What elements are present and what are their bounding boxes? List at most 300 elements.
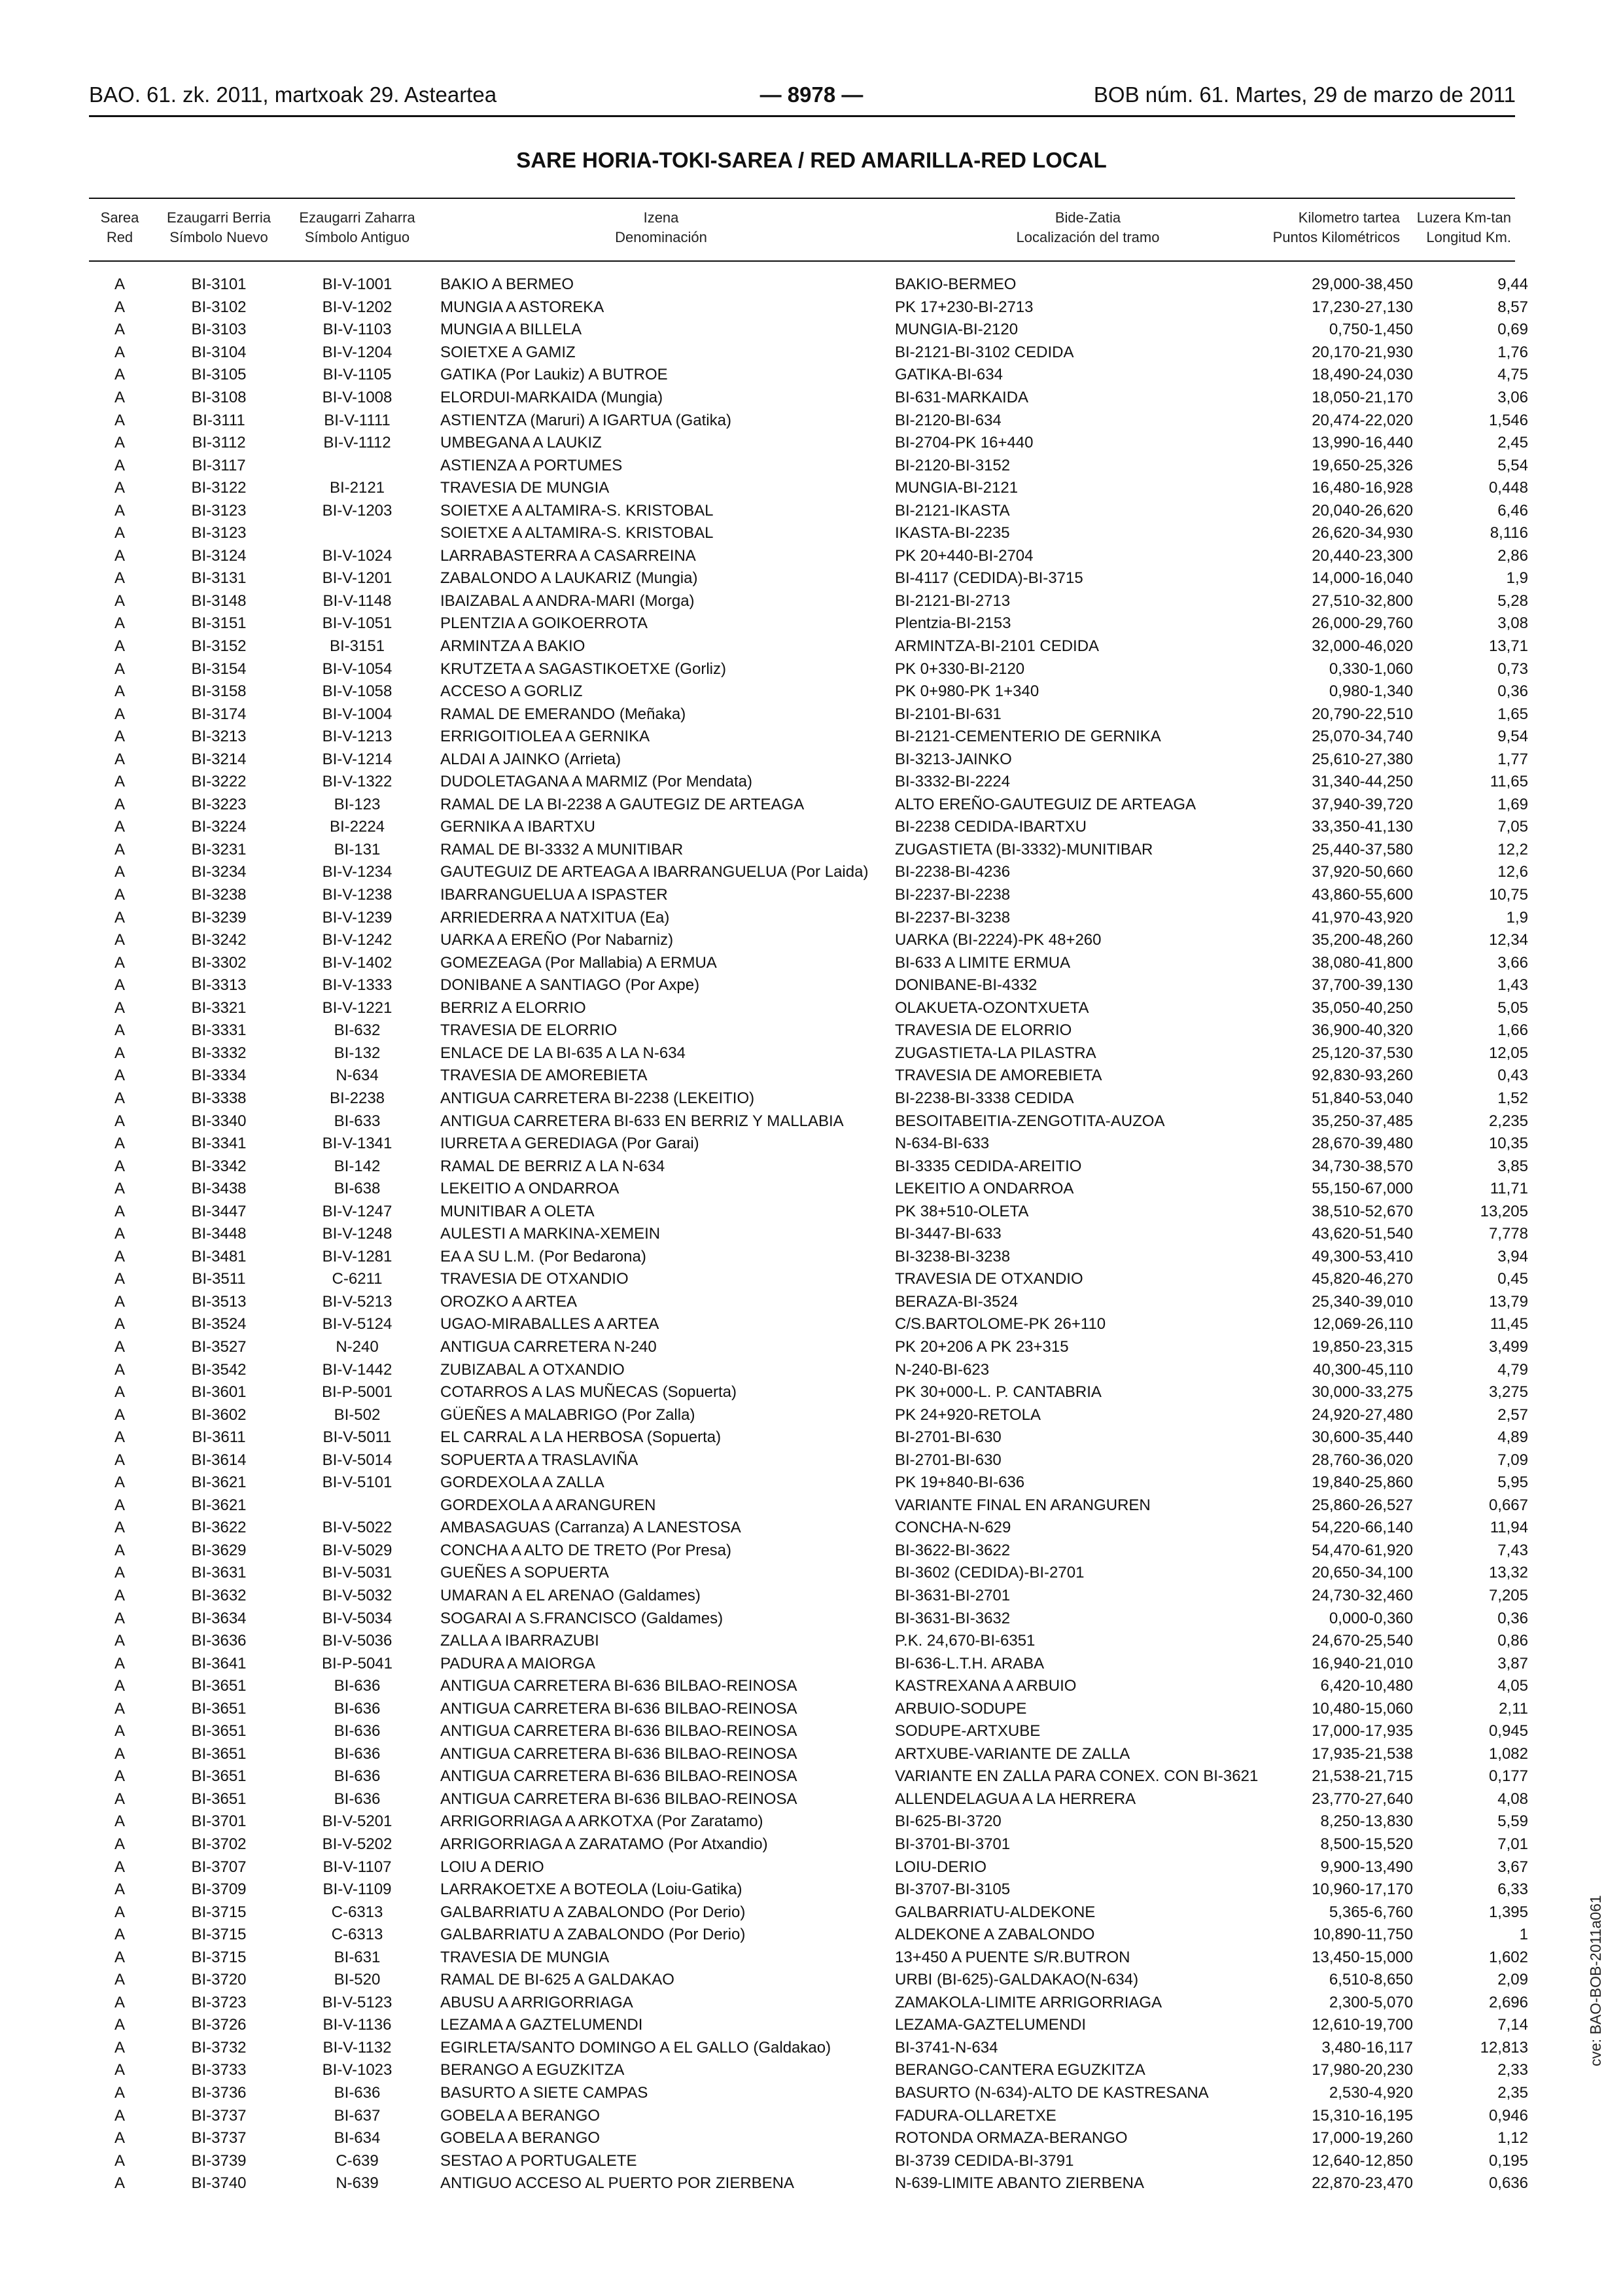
cell-km-points: 92,830-93,260 [1312, 1067, 1413, 1085]
cell-new-symbol: BI-3611 [192, 1428, 246, 1447]
table-row [89, 794, 1535, 817]
cell-new-symbol: BI-3702 [191, 1835, 247, 1853]
col-header-eu: Bide-Zatia [1055, 209, 1121, 226]
table-row [89, 1381, 1535, 1404]
cell-new-symbol: BI-3214 [191, 750, 247, 768]
cell-location: BI-625-BI-3720 [895, 1812, 1002, 1831]
cell-old-symbol: BI-V-5029 [322, 1541, 393, 1559]
table-row [89, 1992, 1535, 2015]
cell-name: UMARAN A EL ARENAO (Galdames) [440, 1586, 701, 1604]
cell-red: A [114, 1722, 125, 1740]
cell-length: 13,32 [1488, 1564, 1528, 1582]
cell-location: BI-2121-BI-3102 CEDIDA [895, 343, 1074, 361]
cell-km-points: 17,935-21,538 [1312, 1744, 1413, 1763]
cell-name: GÜEÑES A MALABRIGO (Por Zalla) [440, 1405, 695, 1424]
col-header-es: Longitud Km. [1426, 229, 1511, 245]
cell-name: ANTIGUA CARRETERA BI-636 BILBAO-REINOSA [440, 1790, 797, 1808]
cell-red: A [114, 998, 125, 1017]
cell-red: A [114, 1699, 125, 1718]
cell-location: PK 24+920-RETOLA [895, 1405, 1041, 1424]
cell-length: 3,87 [1497, 1654, 1528, 1672]
cell-length: 3,08 [1497, 614, 1528, 633]
cell-name: ANTIGUA CARRETERA BI-2238 (LEKEITIO) [440, 1089, 755, 1107]
cell-length: 2,235 [1488, 1112, 1528, 1130]
cell-name: ANTIGUA CARRETERA BI-636 BILBAO-REINOSA [440, 1744, 797, 1763]
cell-km-points: 21,538-21,715 [1312, 1767, 1413, 1786]
table-row [89, 274, 1535, 296]
cell-location: PK 0+980-PK 1+340 [895, 682, 1039, 701]
cell-length: 7,14 [1497, 2016, 1528, 2034]
cell-new-symbol: BI-3629 [191, 1541, 247, 1559]
cell-old-symbol: BI-V-1213 [322, 728, 393, 746]
table-row [89, 906, 1535, 929]
table-row [89, 1133, 1535, 1156]
cell-length: 2,45 [1497, 434, 1528, 452]
cell-old-symbol: BI-637 [334, 2106, 381, 2125]
cell-length: 0,177 [1488, 1767, 1528, 1786]
cell-red: A [114, 1926, 125, 1944]
cell-new-symbol: BI-3736 [191, 2084, 247, 2102]
cell-old-symbol: BI-V-1341 [322, 1135, 393, 1153]
cell-km-points: 30,000-33,275 [1312, 1383, 1413, 1402]
cell-name: RAMAL DE BI-3332 A MUNITIBAR [440, 840, 684, 858]
cell-location: N-240-BI-623 [895, 1360, 990, 1379]
cell-location: BERAZA-BI-3524 [895, 1292, 1019, 1311]
cell-old-symbol: BI-V-1109 [323, 1881, 392, 1899]
cell-km-points: 17,000-19,260 [1312, 2129, 1413, 2147]
cell-km-points: 14,000-16,040 [1312, 569, 1413, 588]
cell-new-symbol: BI-3634 [191, 1609, 247, 1627]
table-row [89, 929, 1535, 952]
cell-old-symbol: BI-V-1004 [322, 705, 393, 723]
cell-km-points: 18,490-24,030 [1312, 366, 1413, 384]
cell-new-symbol: BI-3709 [191, 1881, 247, 1899]
cell-old-symbol: BI-V-1058 [322, 682, 393, 701]
cell-name: IURRETA A GEREDIAGA (Por Garai) [440, 1135, 699, 1153]
cell-km-points: 5,365-6,760 [1329, 1903, 1413, 1921]
cell-location: LOIU-DERIO [895, 1858, 987, 1876]
cell-new-symbol: BI-3158 [191, 682, 247, 701]
cell-red: A [114, 682, 125, 701]
table-row [89, 1268, 1535, 1291]
cell-red: A [114, 298, 125, 316]
table-row [89, 1517, 1535, 1540]
cell-length: 1,12 [1497, 2129, 1528, 2147]
cell-location: ARBUIO-SODUPE [895, 1699, 1027, 1718]
cell-old-symbol: BI-V-1204 [322, 343, 393, 361]
cell-name: SOIETXE A ALTAMIRA-S. KRISTOBAL [440, 524, 714, 542]
cell-length: 2,33 [1497, 2061, 1528, 2079]
cell-location: BI-2701-BI-630 [895, 1428, 1002, 1447]
cell-length: 12,34 [1488, 931, 1528, 949]
cell-length: 11,71 [1490, 1180, 1528, 1198]
cell-name: BERRIZ A ELORRIO [440, 998, 586, 1017]
cell-old-symbol: BI-V-5202 [322, 1835, 393, 1853]
table-row [89, 2149, 1535, 2172]
cell-km-points: 51,840-53,040 [1312, 1089, 1413, 1107]
cell-new-symbol: BI-3122 [191, 479, 247, 497]
cell-red: A [114, 2174, 125, 2193]
cell-length: 2,09 [1497, 1971, 1528, 1989]
cell-new-symbol: BI-3154 [191, 660, 247, 678]
cell-location: P.K. 24,670-BI-6351 [895, 1632, 1036, 1650]
cell-km-points: 35,200-48,260 [1312, 931, 1413, 949]
cell-new-symbol: BI-3112 [192, 434, 246, 452]
cell-old-symbol: BI-V-1202 [322, 298, 393, 316]
table-row [89, 951, 1535, 974]
cell-name: GORDEXOLA A ARANGUREN [440, 1496, 656, 1514]
cell-new-symbol: BI-3726 [191, 2016, 247, 2034]
cell-km-points: 38,080-41,800 [1312, 953, 1413, 972]
cell-new-symbol: BI-3131 [191, 569, 247, 588]
cell-old-symbol: N-634 [336, 1067, 379, 1085]
cell-km-points: 26,000-29,760 [1312, 614, 1413, 633]
cell-red: A [114, 434, 125, 452]
cell-length: 1,77 [1497, 750, 1528, 768]
cell-location: BESOITABEITIA-ZENGOTITA-AUZOA [895, 1112, 1165, 1130]
cell-new-symbol: BI-3737 [191, 2129, 247, 2147]
cell-length: 5,59 [1497, 1812, 1528, 1831]
cell-location: PK 20+206 A PK 23+315 [895, 1337, 1069, 1356]
cell-old-symbol: BI-V-5101 [322, 1474, 393, 1492]
cell-new-symbol: BI-3334 [191, 1067, 247, 1085]
cell-new-symbol: BI-3231 [191, 840, 247, 858]
cell-red: A [114, 614, 125, 633]
cell-name: ARMINTZA A BAKIO [440, 637, 585, 656]
cell-length: 0,195 [1488, 2151, 1528, 2170]
cell-location: BI-3447-BI-633 [895, 1225, 1002, 1243]
cell-old-symbol: BI-636 [334, 1677, 381, 1695]
cell-km-points: 40,300-45,110 [1312, 1360, 1413, 1379]
table-row [89, 861, 1535, 884]
cell-red: A [114, 1609, 125, 1627]
table-row [89, 545, 1535, 568]
cell-old-symbol: BI-636 [334, 1744, 381, 1763]
cell-location: FADURA-OLLARETXE [895, 2106, 1056, 2125]
cell-red: A [114, 2061, 125, 2079]
cell-length: 7,09 [1497, 1451, 1528, 1469]
cell-new-symbol: BI-3715 [191, 1948, 247, 1966]
cell-old-symbol: BI-2121 [329, 479, 385, 497]
cell-red: A [114, 1405, 125, 1424]
cell-new-symbol: BI-3313 [191, 976, 247, 995]
cell-length: 10,35 [1488, 1135, 1528, 1153]
cell-location: BI-2121-CEMENTERIO DE GERNIKA [895, 728, 1161, 746]
cell-km-points: 25,440-37,580 [1312, 840, 1413, 858]
cell-new-symbol: BI-3152 [191, 637, 247, 656]
table-row [89, 477, 1535, 500]
cell-old-symbol: BI-V-1214 [322, 750, 393, 768]
table-row [89, 1358, 1535, 1381]
cell-old-symbol: BI-V-5011 [323, 1428, 392, 1447]
cell-location: BI-2238 CEDIDA-IBARTXU [895, 818, 1087, 836]
table-row [89, 1178, 1535, 1201]
cell-red: A [114, 1903, 125, 1921]
cell-length: 3,66 [1497, 953, 1528, 972]
cell-red: A [114, 1519, 125, 1537]
cell-red: A [114, 1044, 125, 1062]
cell-km-points: 28,670-39,480 [1312, 1135, 1413, 1153]
cell-location: BI-3707-BI-3105 [895, 1881, 1011, 1899]
cell-length: 1,43 [1497, 976, 1528, 995]
cell-old-symbol: BI-V-1148 [323, 592, 392, 610]
cell-red: A [114, 1157, 125, 1175]
cell-new-symbol: BI-3223 [191, 795, 247, 813]
cell-length: 4,79 [1497, 1360, 1528, 1379]
cell-length: 4,75 [1497, 366, 1528, 384]
cell-location: CONCHA-N-629 [895, 1519, 1011, 1537]
cell-location: UARKA (BI-2224)-PK 48+260 [895, 931, 1102, 949]
cell-new-symbol: BI-3733 [191, 2061, 247, 2079]
cell-length: 0,36 [1497, 682, 1528, 701]
cell-name: RAMAL DE BI-625 A GALDAKAO [440, 1971, 674, 1989]
cell-km-points: 23,770-27,640 [1312, 1790, 1413, 1808]
table-row [89, 839, 1535, 862]
cell-name: BAKIO A BERMEO [440, 275, 574, 294]
cell-location: ZUGASTIETA-LA PILASTRA [895, 1044, 1096, 1062]
cell-old-symbol: BI-V-1239 [322, 908, 393, 927]
cell-km-points: 31,340-44,250 [1312, 773, 1413, 791]
cell-length: 7,205 [1488, 1586, 1528, 1604]
cell-km-points: 3,480-16,117 [1321, 2038, 1413, 2057]
cell-new-symbol: BI-3108 [191, 389, 247, 406]
table-row [89, 1856, 1535, 1879]
cell-km-points: 17,230-27,130 [1312, 298, 1413, 316]
table-row [89, 1065, 1535, 1087]
cell-old-symbol: N-639 [336, 2174, 379, 2193]
cell-km-points: 16,940-21,010 [1312, 1654, 1413, 1672]
table-row [89, 748, 1535, 771]
cell-length: 2,35 [1497, 2084, 1528, 2102]
cell-km-points: 25,860-26,527 [1312, 1496, 1413, 1514]
cell-red: A [114, 389, 125, 406]
cell-new-symbol: BI-3104 [191, 343, 247, 361]
cell-length: 5,05 [1497, 998, 1528, 1017]
cell-old-symbol: BI-638 [334, 1180, 381, 1198]
cell-red: A [114, 1451, 125, 1469]
cell-red: A [114, 1496, 125, 1514]
cell-km-points: 13,450-15,000 [1312, 1948, 1413, 1966]
cell-location: ALLENDELAGUA A LA HERRERA [895, 1790, 1136, 1808]
cell-old-symbol: BI-V-1221 [322, 998, 393, 1017]
cell-km-points: 19,840-25,860 [1312, 1474, 1413, 1492]
cell-red: A [114, 1744, 125, 1763]
cell-old-symbol: BI-V-5032 [322, 1586, 393, 1604]
cell-length: 0,73 [1497, 660, 1528, 678]
cell-location: ZAMAKOLA-LIMITE ARRIGORRIAGA [895, 1993, 1162, 2011]
cell-old-symbol: BI-V-1442 [322, 1360, 393, 1379]
cell-length: 11,45 [1490, 1315, 1528, 1333]
cell-length: 2,57 [1497, 1405, 1528, 1424]
table-row [89, 1652, 1535, 1675]
cell-name: MUNGIA A ASTOREKA [440, 298, 604, 316]
cell-name: GAUTEGUIZ DE ARTEAGA A IBARRANGUELUA (Por Laida) [440, 863, 869, 881]
cell-red: A [114, 366, 125, 384]
cell-location: BI-2121-BI-2713 [895, 592, 1011, 610]
col-header-eu: Kilometro tartea [1298, 209, 1400, 226]
cell-new-symbol: BI-3614 [191, 1451, 247, 1469]
cell-length: 1,082 [1488, 1744, 1528, 1763]
cell-location: ARTXUBE-VARIANTE DE ZALLA [895, 1744, 1130, 1763]
cell-red: A [114, 1247, 125, 1265]
cell-name: ARRIGORRIAGA A ARKOTXA (Por Zaratamo) [440, 1812, 763, 1831]
table-row [89, 1901, 1535, 1924]
cell-km-points: 19,650-25,326 [1312, 456, 1413, 474]
cell-length: 13,79 [1488, 1292, 1528, 1311]
col-header-eu: Izena [643, 209, 679, 226]
cell-new-symbol: BI-3448 [191, 1225, 247, 1243]
col-header-es: Red [106, 229, 133, 245]
cell-name: ABUSU A ARRIGORRIAGA [440, 1993, 633, 2011]
cell-km-points: 34,730-38,570 [1312, 1157, 1413, 1175]
cell-name: MUNGIA A BILLELA [440, 321, 582, 339]
cell-name: ELORDUI-MARKAIDA (Mungia) [440, 389, 663, 406]
cell-new-symbol: BI-3148 [191, 592, 247, 610]
cell-length: 12,813 [1480, 2038, 1528, 2057]
cell-old-symbol: BI-V-5022 [322, 1519, 393, 1537]
cell-new-symbol: BI-3238 [191, 886, 247, 904]
cell-location: TRAVESIA DE AMOREBIETA [895, 1067, 1102, 1085]
table-row [89, 499, 1535, 522]
cell-name: TRAVESIA DE AMOREBIETA [440, 1067, 648, 1085]
cell-new-symbol: BI-3715 [191, 1903, 247, 1921]
cell-old-symbol: C-6313 [331, 1903, 383, 1921]
cell-red: A [114, 931, 125, 949]
cell-new-symbol: BI-3321 [191, 998, 247, 1017]
cell-km-points: 49,300-53,410 [1312, 1247, 1413, 1265]
cell-new-symbol: BI-3341 [191, 1135, 247, 1153]
cell-name: TRAVESIA DE MUNGIA [440, 479, 610, 497]
cell-old-symbol: BI-V-5036 [322, 1632, 393, 1650]
cell-red: A [114, 1564, 125, 1582]
table-row [89, 2059, 1535, 2082]
cell-red: A [114, 1586, 125, 1604]
cell-location: BI-2237-BI-3238 [895, 908, 1011, 927]
cell-red: A [114, 2151, 125, 2170]
cell-name: GALBARRIATU A ZABALONDO (Por Derio) [440, 1903, 746, 1921]
cell-old-symbol: BI-636 [334, 1722, 381, 1740]
cell-new-symbol: BI-3213 [191, 728, 247, 746]
cell-new-symbol: BI-3151 [191, 614, 247, 633]
cell-length: 0,36 [1497, 1609, 1528, 1627]
cell-red: A [114, 1202, 125, 1220]
cell-km-points: 41,970-43,920 [1312, 908, 1413, 927]
cell-km-points: 2,530-4,920 [1329, 2084, 1413, 2102]
cell-location: BI-2120-BI-634 [895, 411, 1002, 429]
cell-length: 2,696 [1488, 1993, 1528, 2011]
table-header-rule [89, 260, 1515, 262]
cell-location: BAKIO-BERMEO [895, 275, 1017, 294]
cell-red: A [114, 1225, 125, 1243]
cell-name: GERNIKA A IBARTXU [440, 818, 595, 836]
header-left: BAO. 61. zk. 2011, martxoak 29. Asteartea [89, 82, 497, 107]
cell-location: BI-3602 (CEDIDA)-BI-2701 [895, 1564, 1085, 1582]
cell-km-points: 8,500-15,520 [1320, 1835, 1413, 1853]
cell-location: BI-2121-IKASTA [895, 501, 1010, 520]
cell-old-symbol: BI-V-5014 [322, 1451, 393, 1469]
table-row [89, 567, 1535, 590]
cell-old-symbol: BI-633 [334, 1112, 381, 1130]
cell-new-symbol: BI-3111 [192, 411, 245, 429]
cell-location: Plentzia-BI-2153 [895, 614, 1011, 633]
cell-red: A [114, 546, 125, 565]
cell-name: ASTIENZA A PORTUMES [440, 456, 623, 474]
table-row [89, 2172, 1535, 2195]
cell-old-symbol: BI-V-1107 [323, 1858, 392, 1876]
cell-red: A [114, 479, 125, 497]
cell-red: A [114, 750, 125, 768]
cell-km-points: 0,750-1,450 [1329, 321, 1413, 339]
cell-new-symbol: BI-3707 [191, 1858, 247, 1876]
cell-name: LARRABASTERRA A CASARREINA [440, 546, 696, 565]
cell-name: SOIETXE A GAMIZ [440, 343, 576, 361]
cell-km-points: 10,480-15,060 [1312, 1699, 1413, 1718]
cell-red: A [114, 2084, 125, 2102]
table-row [89, 997, 1535, 1020]
cell-km-points: 30,600-35,440 [1312, 1428, 1413, 1447]
cell-km-points: 27,510-32,800 [1312, 592, 1413, 610]
cell-new-symbol: BI-3224 [191, 818, 247, 836]
cell-new-symbol: BI-3242 [191, 931, 247, 949]
cell-red: A [114, 1971, 125, 1989]
cell-new-symbol: BI-3631 [191, 1564, 247, 1582]
cell-red: A [114, 1654, 125, 1672]
cell-location: DONIBANE-BI-4332 [895, 976, 1038, 995]
cell-new-symbol: BI-3331 [191, 1021, 247, 1040]
cell-km-points: 9,900-13,490 [1320, 1858, 1413, 1876]
cell-location: VARIANTE FINAL EN ARANGUREN [895, 1496, 1151, 1514]
cell-red: A [114, 728, 125, 746]
cell-old-symbol: BI-142 [334, 1157, 381, 1175]
table-row [89, 409, 1535, 432]
cell-old-symbol: BI-636 [334, 1790, 381, 1808]
cell-km-points: 37,920-50,660 [1312, 863, 1413, 881]
document-title: SARE HORIA-TOKI-SAREA / RED AMARILLA-RED LOCAL [516, 148, 1107, 172]
cell-new-symbol: BI-3102 [191, 298, 247, 316]
cell-location: ZUGASTIETA (BI-3332)-MUNITIBAR [895, 840, 1153, 858]
cell-old-symbol: BI-P-5001 [321, 1383, 393, 1402]
cell-old-symbol: BI-V-1023 [322, 2061, 393, 2079]
cell-km-points: 12,640-12,850 [1312, 2151, 1413, 2170]
cell-old-symbol: BI-132 [334, 1044, 381, 1062]
cell-old-symbol: BI-V-5034 [322, 1609, 393, 1627]
table-row [89, 1223, 1535, 1246]
cell-old-symbol [287, 454, 427, 477]
cell-length: 1,546 [1488, 411, 1528, 429]
cell-new-symbol: BI-3105 [191, 366, 247, 384]
cell-location: PK 17+230-BI-2713 [895, 298, 1034, 316]
cell-location: PK 19+840-BI-636 [895, 1474, 1025, 1492]
table-row [89, 1540, 1535, 1563]
cell-old-symbol: BI-V-1105 [323, 366, 392, 384]
cell-new-symbol: BI-3651 [191, 1790, 247, 1808]
cell-name: IBARRANGUELUA A ISPASTER [440, 886, 668, 904]
cell-km-points: 37,700-39,130 [1312, 976, 1413, 995]
cell-location: BI-3631-BI-3632 [895, 1609, 1011, 1627]
cell-red: A [114, 1383, 125, 1402]
cell-length: 3,06 [1497, 389, 1528, 406]
road-table [89, 274, 1535, 2195]
cell-km-points: 25,120-37,530 [1312, 1044, 1413, 1062]
cell-location: BI-3622-BI-3622 [895, 1541, 1011, 1559]
cell-new-symbol: BI-3720 [191, 1971, 247, 1989]
cell-location: ROTONDA ORMAZA-BERANGO [895, 2129, 1128, 2147]
cell-red: A [114, 1632, 125, 1650]
cell-location: BI-3213-JAINKO [895, 750, 1012, 768]
cell-km-points: 25,070-34,740 [1312, 728, 1413, 746]
cell-location: 13+450 A PUENTE S/R.BUTRON [895, 1948, 1130, 1966]
cell-location: KASTREXANA A ARBUIO [895, 1677, 1077, 1695]
